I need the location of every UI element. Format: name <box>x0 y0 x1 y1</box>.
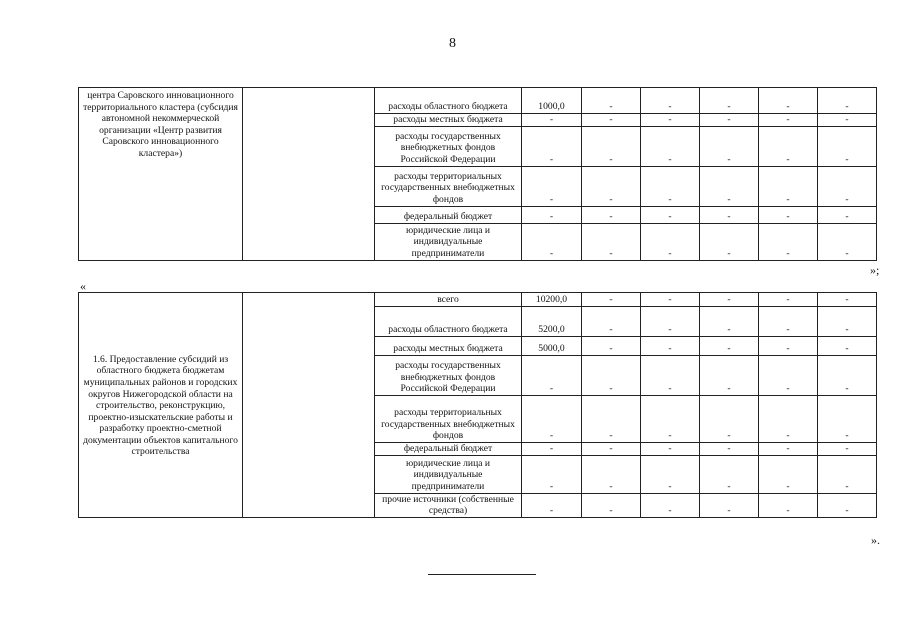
year-value-cell: - <box>818 337 877 356</box>
closing-quote-1: »; <box>870 263 880 277</box>
amount-cell: 1000,0 <box>522 88 582 114</box>
source-label: расходы территориальных государственных внебюджетных фондов <box>375 396 522 443</box>
year-value-cell: - <box>641 493 700 517</box>
year-value-cell: - <box>641 206 700 223</box>
year-value-cell: - <box>818 493 877 517</box>
amount-cell: - <box>522 223 582 260</box>
amount-cell: - <box>522 114 582 127</box>
year-value-cell: - <box>641 443 700 456</box>
year-value-cell: - <box>641 114 700 127</box>
year-value-cell: - <box>700 396 759 443</box>
year-value-cell: - <box>818 223 877 260</box>
year-value-cell: - <box>700 166 759 206</box>
year-value-cell: - <box>700 443 759 456</box>
year-value-cell: - <box>759 114 818 127</box>
year-value-cell: - <box>582 455 641 493</box>
year-value-cell: - <box>759 223 818 260</box>
year-value-cell: - <box>582 337 641 356</box>
year-value-cell: - <box>582 307 641 337</box>
empty-column-cell <box>243 88 375 261</box>
year-value-cell: - <box>818 443 877 456</box>
year-value-cell: - <box>582 396 641 443</box>
source-label: расходы государственных внебюджетных фондов Российской Федерации <box>375 126 522 166</box>
table-row <box>79 293 877 307</box>
year-value-cell: - <box>700 293 759 307</box>
year-value-cell: - <box>759 293 818 307</box>
source-label: расходы местных бюджета <box>375 337 522 356</box>
year-value-cell: - <box>700 356 759 396</box>
amount-cell: 5000,0 <box>522 337 582 356</box>
year-value-cell: - <box>759 88 818 114</box>
year-value-cell: - <box>582 88 641 114</box>
source-label: федеральный бюджет <box>375 206 522 223</box>
year-value-cell: - <box>759 166 818 206</box>
year-value-cell: - <box>818 114 877 127</box>
year-value-cell: - <box>759 493 818 517</box>
year-value-cell: - <box>641 166 700 206</box>
budget-table-2 <box>78 292 877 518</box>
year-value-cell: - <box>582 223 641 260</box>
year-value-cell: - <box>818 88 877 114</box>
closing-quote-2: ». <box>871 533 880 547</box>
source-label: расходы местных бюджета <box>375 114 522 127</box>
year-value-cell: - <box>641 307 700 337</box>
year-value-cell: - <box>641 126 700 166</box>
year-value-cell: - <box>700 493 759 517</box>
table-row <box>79 88 877 114</box>
year-value-cell: - <box>818 396 877 443</box>
year-value-cell: - <box>700 455 759 493</box>
year-value-cell: - <box>759 396 818 443</box>
year-value-cell: - <box>641 396 700 443</box>
empty-column-cell <box>243 293 375 518</box>
amount-cell: - <box>522 166 582 206</box>
year-value-cell: - <box>818 356 877 396</box>
year-value-cell: - <box>582 126 641 166</box>
year-value-cell: - <box>759 206 818 223</box>
year-value-cell: - <box>641 337 700 356</box>
year-value-cell: - <box>759 356 818 396</box>
amount-cell: - <box>522 493 582 517</box>
source-label: федеральный бюджет <box>375 443 522 456</box>
year-value-cell: - <box>582 293 641 307</box>
year-value-cell: - <box>818 293 877 307</box>
year-value-cell: - <box>582 493 641 517</box>
year-value-cell: - <box>582 356 641 396</box>
year-value-cell: - <box>641 293 700 307</box>
year-value-cell: - <box>818 206 877 223</box>
footer-rule <box>428 574 536 575</box>
year-value-cell: - <box>759 443 818 456</box>
year-value-cell: - <box>818 455 877 493</box>
year-value-cell: - <box>641 223 700 260</box>
year-value-cell: - <box>759 307 818 337</box>
source-label: юридические лица и индивидуальные предприниматели <box>375 223 522 260</box>
page-number: 8 <box>449 36 456 51</box>
amount-cell: - <box>522 443 582 456</box>
source-label: расходы государственных внебюджетных фондов Российской Федерации <box>375 356 522 396</box>
source-label: юридические лица и индивидуальные предприниматели <box>375 455 522 493</box>
source-label: расходы территориальных государственных внебюджетных фондов <box>375 166 522 206</box>
year-value-cell: - <box>759 126 818 166</box>
year-value-cell: - <box>700 206 759 223</box>
year-value-cell: - <box>700 126 759 166</box>
amount-cell: - <box>522 356 582 396</box>
year-value-cell: - <box>818 166 877 206</box>
year-value-cell: - <box>818 307 877 337</box>
amount-cell: - <box>522 126 582 166</box>
year-value-cell: - <box>700 88 759 114</box>
opening-quote: « <box>80 279 86 293</box>
year-value-cell: - <box>641 88 700 114</box>
year-value-cell: - <box>759 337 818 356</box>
measure-description: центра Саровского инновационного территориального кластера (субсидия автономной некоммерческой организации «Центр развития Саровского инновационного кластера») <box>79 88 243 261</box>
amount-cell: - <box>522 206 582 223</box>
year-value-cell: - <box>759 455 818 493</box>
source-label: прочие источники (собственные средства) <box>375 493 522 517</box>
year-value-cell: - <box>700 223 759 260</box>
source-label: всего <box>375 293 522 307</box>
source-label: расходы областного бюджета <box>375 88 522 114</box>
measure-description: 1.6. Предоставление субсидий из областного бюджета бюджетам муниципальных районов и городских округов Нижегородской области на строительство, реконструкцию, проектно-изыскательские работы и разработку проектно-сметной документации объектов капитального строительства <box>79 293 243 518</box>
budget-table-1 <box>78 87 877 261</box>
year-value-cell: - <box>700 114 759 127</box>
year-value-cell: - <box>700 337 759 356</box>
year-value-cell: - <box>582 166 641 206</box>
amount-cell: 10200,0 <box>522 293 582 307</box>
year-value-cell: - <box>700 307 759 337</box>
year-value-cell: - <box>582 114 641 127</box>
amount-cell: - <box>522 396 582 443</box>
year-value-cell: - <box>641 455 700 493</box>
year-value-cell: - <box>641 356 700 396</box>
amount-cell: - <box>522 455 582 493</box>
amount-cell: 5200,0 <box>522 307 582 337</box>
source-label: расходы областного бюджета <box>375 307 522 337</box>
year-value-cell: - <box>582 206 641 223</box>
year-value-cell: - <box>818 126 877 166</box>
year-value-cell: - <box>582 443 641 456</box>
